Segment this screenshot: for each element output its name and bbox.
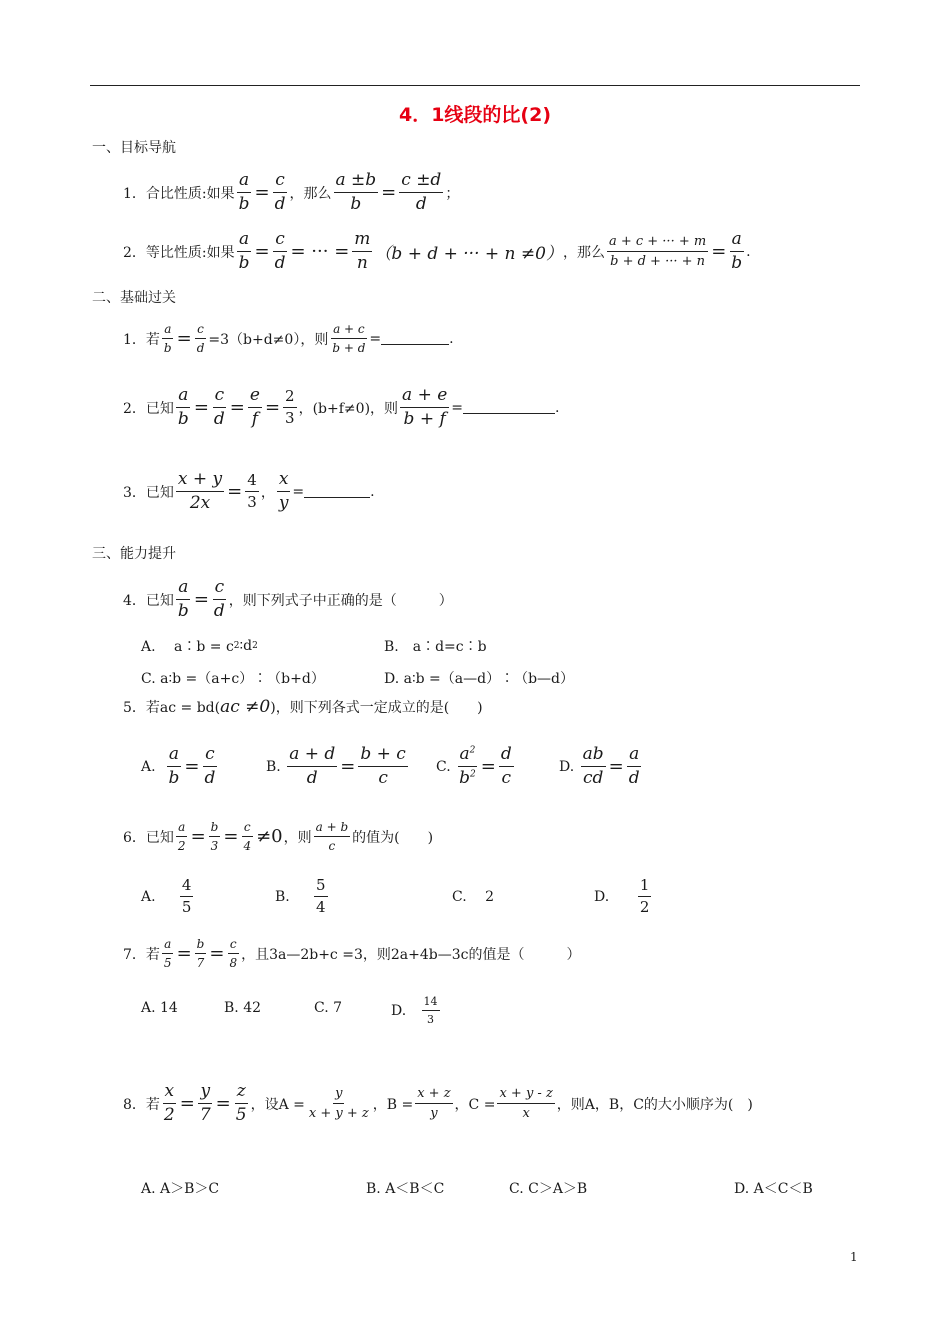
- fraction: $\frac{c}{d}$: [204, 744, 216, 788]
- fraction: $\frac{b}{7}$: [196, 937, 205, 970]
- option-8a[interactable]: A. A＞B＞C: [141, 1181, 220, 1197]
- fraction: $\frac{a^2}{b^2}$: [459, 744, 476, 788]
- fraction: $\frac{a + d}{d}$: [289, 744, 336, 788]
- section-heading-2: 二、基础过关: [92, 290, 176, 306]
- fraction: $\frac{c}{d}$: [274, 170, 286, 214]
- fraction: $\frac{y}{7}$: [199, 1081, 211, 1125]
- fraction: $\frac{a}{b}$: [238, 229, 250, 273]
- option-7a[interactable]: A. 14: [141, 1000, 178, 1016]
- fraction: $\frac{a + b}{c}$: [315, 820, 349, 853]
- fraction: $\frac{4}{3}$: [247, 471, 257, 511]
- fraction: $\frac{a}{b}$: [177, 385, 189, 429]
- fraction: $\frac{a}{b}$: [238, 170, 250, 214]
- page-title: 4．1线段的比(2): [398, 104, 552, 126]
- section-heading-3: 三、能力提升: [92, 546, 176, 562]
- fraction: $\frac{c \pm d}{d}$: [401, 170, 442, 214]
- fraction: $\frac{5}{4}$: [316, 876, 326, 916]
- question-4: 4．已知 $\frac{a}{b}$ = $\frac{c}{d}$ ，则下列式子中正确的是（ ）: [123, 577, 453, 621]
- fraction: $\frac{1}{2}$: [639, 876, 650, 916]
- option-7d[interactable]: D. $\frac{14}{3}$: [391, 995, 438, 1026]
- header-rule: [90, 85, 860, 86]
- option-8c[interactable]: C. C＞A＞B: [509, 1181, 588, 1197]
- fraction: $\frac{m}{n}$: [354, 229, 371, 273]
- fraction: $\frac{a}{b}$: [731, 229, 743, 273]
- option-6c[interactable]: C. 2: [452, 889, 495, 905]
- fraction: $\frac{a}{b}$: [163, 322, 172, 355]
- page-number: 1: [850, 1250, 858, 1264]
- fraction: $\frac{c}{4}$: [243, 820, 252, 853]
- fraction: $\frac{b + c}{c}$: [360, 744, 406, 788]
- option-4c[interactable]: C. a∶b =（a+c）∶（b+d）: [141, 671, 325, 687]
- fraction: $\frac{a}{5}$: [163, 937, 172, 970]
- fraction: $\frac{c}{8}$: [229, 937, 238, 970]
- question-6: 6．已知 $\frac{a}{2}$ = $\frac{b}{3}$ = $\frac{c}{4}$ ≠0 ，则 $\frac{a + b}{c}$ 的值为( ): [123, 820, 434, 853]
- option-6a[interactable]: A. $\frac{4}{5}$: [141, 876, 192, 916]
- fraction: $\frac{ab}{cd}$: [582, 744, 604, 788]
- fraction: $\frac{x + z}{y}$: [417, 1086, 451, 1121]
- fraction: $\frac{z}{5}$: [235, 1081, 247, 1125]
- option-4d[interactable]: D. a∶b =（a—d）∶（b—d）: [384, 671, 574, 687]
- fraction: $\frac{a}{b}$: [177, 577, 189, 621]
- fraction: $\frac{a}{2}$: [177, 820, 186, 853]
- fraction: $\frac{2}{3}$: [285, 387, 295, 427]
- fraction: $\frac{x}{y}$: [278, 469, 289, 513]
- option-5d[interactable]: D. $\frac{ab}{cd}$ = $\frac{a}{d}$: [559, 744, 640, 788]
- question-2: 2．已知 $\frac{a}{b}$ = $\frac{c}{d}$ = $\frac{e}{f}$ = $\frac{2}{3}$ ，(b+f≠0)，则 $\frac{a + e}{b + f}$ = .: [123, 385, 560, 429]
- fraction: $\frac{4}{5}$: [181, 876, 192, 916]
- fraction: $\frac{a + e}{b + f}$: [402, 385, 448, 429]
- fraction: $\frac{d}{c}$: [500, 744, 512, 788]
- fraction: $\frac{a}{d}$: [628, 744, 640, 788]
- option-5c[interactable]: C. $\frac{a^2}{b^2}$ = $\frac{d}{c}$: [436, 744, 512, 788]
- option-8d[interactable]: D. A＜C＜B: [734, 1181, 813, 1197]
- fraction: $\frac{x + y - z}{x}$: [499, 1086, 553, 1121]
- item-equal-ratio-property: 2．等比性质:如果 $\frac{a}{b}$ = $\frac{c}{d}$ = ··· = $\frac{m}{n}$ （b + d + ··· + n ≠0） ，那么 $\frac{a + c + \cdot\cdot\cdot + m}{b + d + \cdot\cdot\cdot + n}$ = $\frac{a}{b}$ .: [123, 229, 751, 273]
- fraction: $\frac{a \pm b}{b}$: [335, 170, 377, 214]
- answer-blank[interactable]: [463, 401, 555, 414]
- item-combining-property: 1．合比性质:如果 $\frac{a}{b}$ = $\frac{c}{d}$ ，那么 $\frac{a \pm b}{b}$ = $\frac{c \pm d}{d}$ ；: [123, 170, 460, 214]
- option-6d[interactable]: D. $\frac{1}{2}$: [594, 876, 650, 916]
- question-3: 3．已知 $\frac{x + y}{2x}$ = $\frac{4}{3}$ ， $\frac{x}{y}$ = .: [123, 469, 375, 513]
- fraction: $\frac{a + c}{b + d}$: [332, 322, 366, 355]
- section-heading-1: 一、目标导航: [92, 140, 176, 156]
- question-1: 1．若 $\frac{a}{b}$ = $\frac{c}{d}$ =3（b+d≠0），则 $\frac{a + c}{b + d}$ = .: [123, 322, 454, 355]
- fraction: $\frac{14}{3}$: [423, 995, 438, 1026]
- option-8b[interactable]: B. A＜B＜C: [366, 1181, 445, 1197]
- fraction: $\frac{c}{d}$: [213, 577, 225, 621]
- option-7c[interactable]: C. 7: [314, 1000, 343, 1016]
- fraction: $\frac{a + c + \cdot\cdot\cdot + m}{b + d + \cdot\cdot\cdot + n}$: [608, 234, 707, 269]
- fraction: $\frac{c}{d}$: [213, 385, 225, 429]
- option-7b[interactable]: B. 42: [224, 1000, 262, 1016]
- question-8: 8．若 $\frac{x}{2}$ = $\frac{y}{7}$ = $\frac{z}{5}$ ，设A = $\frac{y}{x + y + z}$ ，B = $\frac{x + z}{y}$ ，C = $\frac{x + y - z}{x}$ ，则A，B，C的大小顺序为( ): [123, 1081, 753, 1125]
- answer-blank[interactable]: [381, 332, 449, 345]
- fraction: $\frac{b}{3}$: [210, 820, 219, 853]
- question-5: 5．若ac = bd( ac ≠0 )，则下列各式一定成立的是( ): [123, 697, 483, 717]
- fraction: $\frac{a}{b}$: [168, 744, 180, 788]
- option-5a[interactable]: A. $\frac{a}{b}$ = $\frac{c}{d}$: [141, 744, 216, 788]
- answer-blank[interactable]: [304, 485, 370, 498]
- option-5b[interactable]: B. $\frac{a + d}{d}$ = $\frac{b + c}{c}$: [266, 744, 406, 788]
- question-7: 7．若 $\frac{a}{5}$ = $\frac{b}{7}$ = $\frac{c}{8}$ ，且3a—2b+c =3，则2a+4b—3c的值是（ ）: [123, 937, 581, 970]
- option-4b[interactable]: B. a∶d=c∶b: [384, 639, 487, 655]
- fraction: $\frac{c}{d}$: [274, 229, 286, 273]
- fraction: $\frac{x + y}{2x}$: [177, 469, 223, 513]
- fraction: $\frac{e}{f}$: [249, 385, 260, 429]
- fraction: $\frac{y}{x + y + z}$: [308, 1086, 369, 1121]
- option-6b[interactable]: B. $\frac{5}{4}$: [275, 876, 326, 916]
- fraction: $\frac{x}{2}$: [163, 1081, 175, 1125]
- fraction: $\frac{c}{d}$: [196, 322, 205, 355]
- option-4a[interactable]: A. a∶b = c 2 ∶d 2: [141, 638, 258, 655]
